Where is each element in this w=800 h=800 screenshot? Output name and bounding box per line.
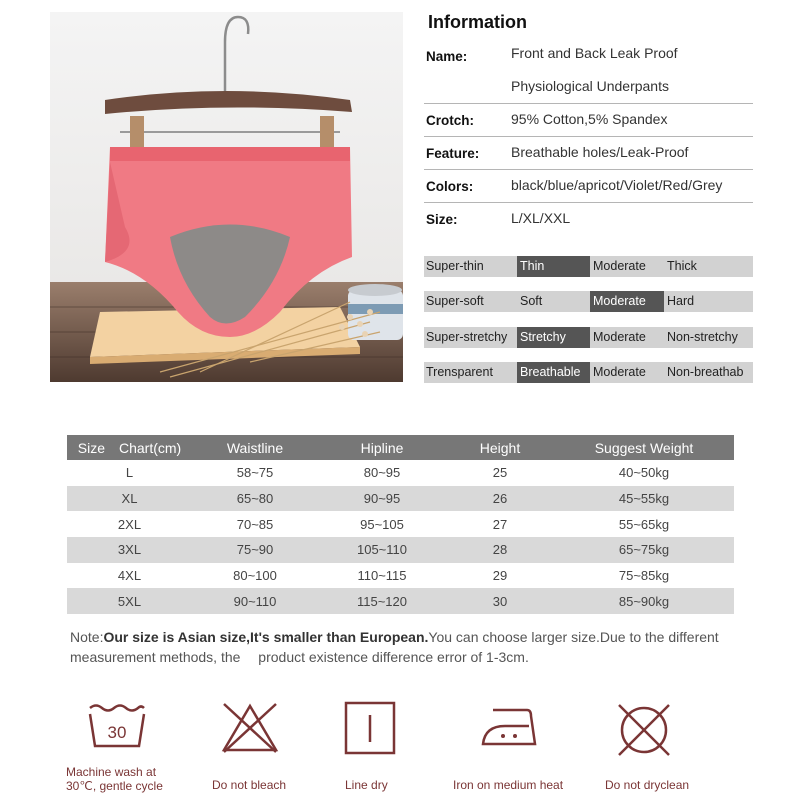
no-bleach-icon bbox=[220, 700, 280, 755]
care-label-wash bbox=[66, 765, 163, 793]
breathability-scale bbox=[424, 362, 753, 383]
care-item-dry bbox=[305, 700, 435, 756]
care-label-bleach: Do not bleach bbox=[212, 778, 287, 792]
info-key: Crotch: bbox=[426, 113, 474, 128]
info-row-name bbox=[424, 40, 753, 104]
table-cell: 80~100 bbox=[233, 568, 277, 584]
info-value: L/XL/XXL bbox=[511, 210, 571, 226]
thickness-scale bbox=[424, 256, 753, 277]
line-dry-icon bbox=[343, 700, 397, 756]
scale-option: Super-thin bbox=[426, 259, 484, 273]
no-dryclean-icon bbox=[614, 700, 674, 760]
table-row bbox=[67, 563, 734, 589]
scale-option: Super-stretchy bbox=[426, 330, 508, 344]
scale-option: Hard bbox=[667, 294, 695, 308]
table-cell: 105~110 bbox=[318, 537, 446, 563]
care-item-wash bbox=[52, 700, 182, 752]
care-item-dryclean bbox=[579, 700, 709, 760]
scale-option: Moderate bbox=[593, 365, 646, 379]
wash-temperature: 30 bbox=[107, 723, 127, 742]
note-emphasis: Our size is Asian size,It's smaller than European. bbox=[103, 629, 429, 645]
info-key: Colors: bbox=[426, 179, 474, 194]
table-cell: 75~90 bbox=[192, 537, 318, 563]
table-cell: L bbox=[125, 465, 134, 481]
table-cell: 75~85kg bbox=[618, 568, 670, 584]
info-key: Feature: bbox=[426, 146, 480, 161]
care-label-dryclean: Do not dryclean bbox=[605, 778, 690, 792]
column-header: Size Chart(cm) bbox=[67, 435, 192, 460]
table-cell: 5XL bbox=[67, 588, 192, 614]
scale-option: Trensparent bbox=[426, 365, 493, 379]
care-label-line: 30℃, gentle cycle bbox=[66, 779, 163, 793]
care-item-iron bbox=[446, 700, 576, 750]
wash-30-icon bbox=[87, 700, 147, 752]
scale-option-selected: Stretchy bbox=[517, 327, 590, 348]
note-text: You can choose larger size.Due to the different measurement methods, the product existence difference error of 1-3cm. bbox=[70, 629, 719, 665]
table-cell: 58~75 bbox=[236, 465, 274, 481]
info-value: black/blue/apricot/Violet/Red/Grey bbox=[511, 177, 723, 193]
scale-option: Thick bbox=[667, 259, 697, 273]
table-cell: 90~110 bbox=[192, 588, 318, 614]
scale-option: Non-stretchy bbox=[667, 330, 738, 344]
table-cell: 110~115 bbox=[357, 568, 407, 584]
column-header: Suggest Weight bbox=[554, 435, 734, 460]
scale-option: Soft bbox=[520, 294, 543, 308]
table-cell: 55~65kg bbox=[618, 516, 670, 532]
info-value: Physiological Underpants bbox=[511, 78, 669, 94]
scale-option-selected: Moderate bbox=[590, 291, 664, 312]
table-cell: 30 bbox=[446, 588, 554, 614]
info-value: Front and Back Leak Proof bbox=[511, 45, 678, 61]
info-key: Name: bbox=[426, 49, 468, 64]
scale-option-selected: Breathable bbox=[517, 362, 590, 383]
table-row bbox=[67, 537, 734, 563]
table-cell: 65~80 bbox=[192, 486, 318, 512]
info-value: 95% Cotton,5% Spandex bbox=[511, 111, 668, 127]
stretch-scale bbox=[424, 327, 753, 348]
care-label-dry: Line dry bbox=[345, 778, 388, 792]
size-chart-table bbox=[67, 435, 734, 614]
info-row-colors bbox=[424, 169, 753, 203]
table-row bbox=[67, 588, 734, 614]
table-cell: 26 bbox=[446, 486, 554, 512]
info-value: Breathable holes/Leak-Proof bbox=[511, 144, 689, 160]
table-cell: 28 bbox=[446, 537, 554, 563]
care-item-bleach bbox=[185, 700, 315, 755]
table-row bbox=[67, 486, 734, 512]
table-cell: 95~105 bbox=[360, 516, 404, 532]
product-photo bbox=[50, 12, 403, 382]
table-cell: 45~55kg bbox=[554, 486, 734, 512]
table-row bbox=[67, 460, 734, 486]
table-cell: 70~85 bbox=[236, 516, 274, 532]
column-header: Waistline bbox=[192, 435, 318, 460]
scale-option-selected: Thin bbox=[517, 256, 590, 277]
table-cell: 3XL bbox=[67, 537, 192, 563]
care-label-line: Machine wash at bbox=[66, 765, 157, 779]
note-prefix: Note: bbox=[70, 629, 104, 645]
info-key: Size: bbox=[426, 212, 458, 227]
info-title: Information bbox=[428, 12, 527, 32]
table-cell: 115~120 bbox=[318, 588, 446, 614]
softness-scale bbox=[424, 291, 753, 312]
table-cell: 2XL bbox=[117, 516, 142, 532]
table-cell: 4XL bbox=[117, 568, 142, 584]
table-cell: 27 bbox=[492, 516, 508, 532]
table-row bbox=[67, 511, 734, 537]
size-note bbox=[70, 627, 750, 667]
column-header: Hipline bbox=[318, 435, 446, 460]
column-header: Height bbox=[446, 435, 554, 460]
iron-medium-icon bbox=[479, 700, 543, 750]
scale-option: Moderate bbox=[593, 259, 646, 273]
info-row-size bbox=[424, 202, 753, 235]
table-cell: 85~90kg bbox=[554, 588, 734, 614]
table-cell: XL bbox=[67, 486, 192, 512]
table-cell: 29 bbox=[492, 568, 508, 584]
table-cell: 90~95 bbox=[318, 486, 446, 512]
scale-option: Non-breathab bbox=[667, 365, 744, 379]
scale-option: Super-soft bbox=[426, 294, 484, 308]
care-label-iron: Iron on medium heat bbox=[453, 778, 564, 792]
info-row-feature bbox=[424, 136, 753, 170]
scale-option: Moderate bbox=[593, 330, 646, 344]
table-cell: 25 bbox=[492, 465, 508, 481]
table-header-row bbox=[67, 435, 734, 460]
table-cell: 65~75kg bbox=[554, 537, 734, 563]
table-cell: 40~50kg bbox=[618, 465, 670, 481]
info-row-crotch bbox=[424, 103, 753, 137]
table-cell: 80~95 bbox=[363, 465, 401, 481]
